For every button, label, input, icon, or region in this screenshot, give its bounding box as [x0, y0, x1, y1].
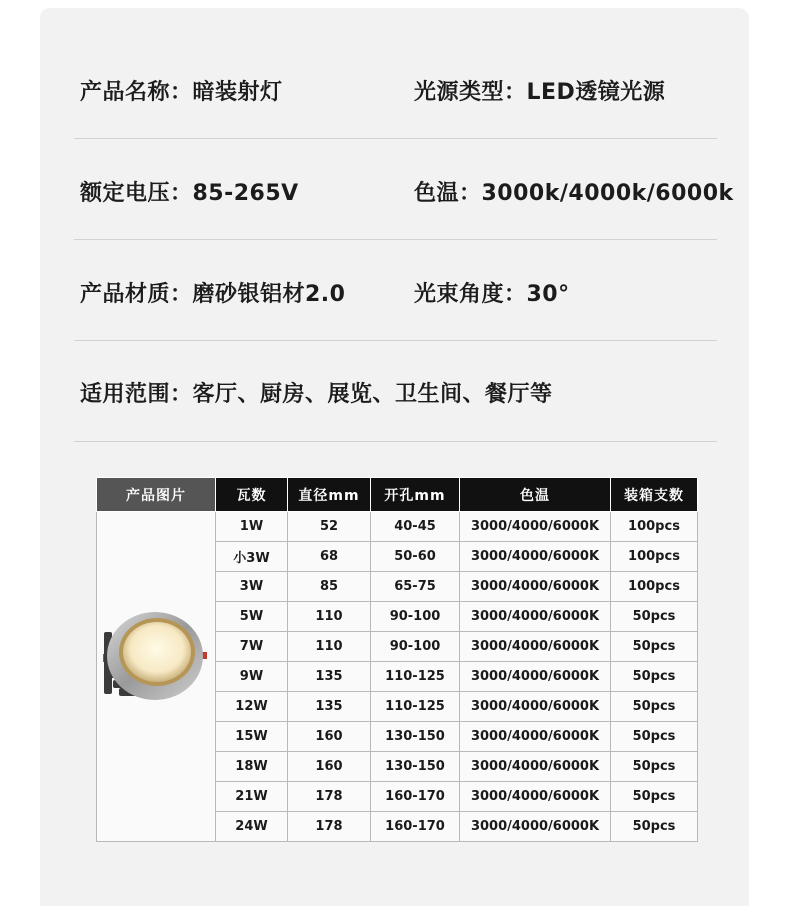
cell-color-temp: 3000/4000/6000K [460, 692, 611, 722]
cell-color-temp: 3000/4000/6000K [460, 512, 611, 542]
cell-cutout: 40-45 [371, 512, 460, 542]
spec-row-2 [74, 138, 734, 240]
spec-product-name: 产品名称：暗装射灯 [80, 80, 283, 105]
spec-table-wrap [96, 477, 697, 848]
cell-color-temp: 3000/4000/6000K [460, 752, 611, 782]
spec-row-3 [74, 239, 717, 341]
cell-diameter: 85 [288, 572, 371, 602]
table-row [97, 512, 698, 542]
cell-cutout: 90-100 [371, 602, 460, 632]
cell-cutout: 50-60 [371, 542, 460, 572]
cell-color-temp: 3000/4000/6000K [460, 722, 611, 752]
spec-material: 产品材质：磨砂银铝材2.0 [80, 282, 346, 307]
cell-cutout: 160-170 [371, 812, 460, 842]
cell-pack-qty: 50pcs [611, 632, 698, 662]
spec-applications: 适用范围：客厅、厨房、展览、卫生间、餐厅等 [80, 382, 553, 407]
cell-wattage: 5W [216, 602, 288, 632]
table-header-row [97, 478, 698, 512]
cell-color-temp: 3000/4000/6000K [460, 782, 611, 812]
cell-pack-qty: 50pcs [611, 692, 698, 722]
cell-color-temp: 3000/4000/6000K [460, 542, 611, 572]
downlight-lens [123, 622, 191, 682]
spec-table [96, 477, 698, 842]
cell-color-temp: 3000/4000/6000K [460, 812, 611, 842]
cell-cutout: 90-100 [371, 632, 460, 662]
cell-pack-qty: 50pcs [611, 602, 698, 632]
cell-wattage: 21W [216, 782, 288, 812]
cell-wattage: 1W [216, 512, 288, 542]
cell-diameter: 135 [288, 662, 371, 692]
cell-wattage: 7W [216, 632, 288, 662]
cell-diameter: 68 [288, 542, 371, 572]
spec-row-4 [74, 340, 717, 442]
cell-color-temp: 3000/4000/6000K [460, 632, 611, 662]
col-header-color-temp: 色温 [460, 478, 611, 512]
col-header-pack-qty: 装箱支数 [611, 478, 698, 512]
cell-cutout: 130-150 [371, 752, 460, 782]
spec-light-source: 光源类型：LED透镜光源 [414, 80, 666, 105]
cell-wattage: 15W [216, 722, 288, 752]
cell-wattage: 小3W [216, 542, 288, 572]
cell-cutout: 110-125 [371, 692, 460, 722]
cell-wattage: 12W [216, 692, 288, 722]
spec-beam-angle: 光束角度：30° [414, 282, 570, 307]
cell-cutout: 65-75 [371, 572, 460, 602]
cell-pack-qty: 50pcs [611, 782, 698, 812]
cell-diameter: 52 [288, 512, 371, 542]
spec-voltage: 额定电压：85-265V [80, 181, 299, 206]
cell-cutout: 110-125 [371, 662, 460, 692]
cell-cutout: 160-170 [371, 782, 460, 812]
cell-wattage: 24W [216, 812, 288, 842]
cell-diameter: 160 [288, 722, 371, 752]
cell-pack-qty: 50pcs [611, 722, 698, 752]
cell-cutout: 130-150 [371, 722, 460, 752]
spec-row-1 [74, 37, 717, 139]
cell-diameter: 178 [288, 812, 371, 842]
cell-pack-qty: 100pcs [611, 572, 698, 602]
cell-diameter: 110 [288, 602, 371, 632]
cell-wattage: 3W [216, 572, 288, 602]
cell-color-temp: 3000/4000/6000K [460, 662, 611, 692]
cell-pack-qty: 50pcs [611, 662, 698, 692]
cell-pack-qty: 50pcs [611, 752, 698, 782]
cell-diameter: 160 [288, 752, 371, 782]
product-image-cell [97, 512, 216, 842]
cell-pack-qty: 100pcs [611, 512, 698, 542]
col-header-cutout: 开孔mm [371, 478, 460, 512]
cell-wattage: 9W [216, 662, 288, 692]
cell-pack-qty: 100pcs [611, 542, 698, 572]
cell-diameter: 135 [288, 692, 371, 722]
cell-wattage: 18W [216, 752, 288, 782]
col-header-image: 产品图片 [97, 478, 216, 512]
col-header-wattage: 瓦数 [216, 478, 288, 512]
spec-color-temp: 色温：3000k/4000k/6000k [414, 181, 734, 206]
cell-diameter: 110 [288, 632, 371, 662]
cell-color-temp: 3000/4000/6000K [460, 572, 611, 602]
col-header-diameter: 直径mm [288, 478, 371, 512]
downlight-product-image [97, 512, 215, 847]
cell-pack-qty: 50pcs [611, 812, 698, 842]
cell-color-temp: 3000/4000/6000K [460, 602, 611, 632]
cell-diameter: 178 [288, 782, 371, 812]
